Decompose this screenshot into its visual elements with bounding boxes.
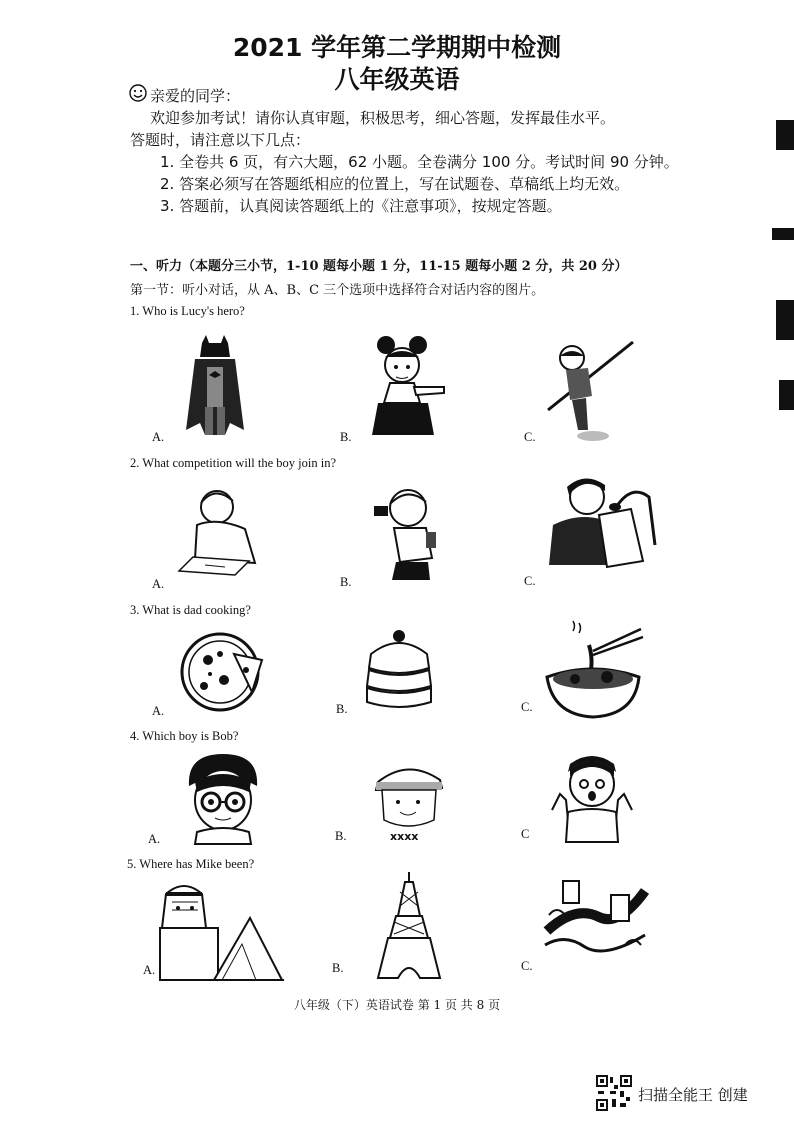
boy-writing [175,485,265,580]
scan-edge-mark [779,380,794,410]
sphinx-pyramids [160,878,285,983]
option-label: A. [143,963,156,977]
section-heading: 一、听力（本题分三小节，1-10 题每小题 1 分，11-15 题每小题 2 分，共 20 分） [130,259,628,274]
boy-with-glasses [183,752,263,844]
question-1: 1. Who is Lucy's hero? [130,304,245,318]
monkey-king-figure [548,340,638,445]
page-footer: 八年级（下）英语试卷 第 1 页 共 8 页 [293,998,501,1012]
option-label: B. [335,829,347,843]
part-heading: 第一节：听小对话，从 A、B、C 三个选项中选择符合对话内容的图片。 [130,283,545,298]
batman-figure [180,335,250,440]
boy-speaking [545,475,660,570]
question-2: 2. What competition will the boy join in? [130,456,336,470]
question-5: 5. Where has Mike been? [127,857,255,871]
qr-code-icon [596,1075,632,1111]
surprised-boy [548,750,638,845]
exam-title: 2021 学年第二学期期中检测 [232,33,562,62]
option-label: C [521,827,530,841]
svg-text:xxxx: xxxx [390,830,419,843]
option-label: C. [521,959,533,973]
rule-item: 3. 答题前，认真阅读答题纸上的《注意事项》，按规定答题。 [160,197,562,215]
question-4: 4. Which boy is Bob? [130,729,239,743]
question-3: 3. What is dad cooking? [130,603,251,617]
scan-edge-mark [776,300,794,340]
welcome-text: 欢迎参加考试！请你认真审题，积极思考，细心答题，发挥最佳水平。 [150,109,616,127]
eiffel-tower [376,872,442,982]
scanner-watermark: 扫描全能王 创建 [638,1086,748,1104]
option-label: B. [340,575,352,589]
option-label: C. [521,700,533,714]
note-text: 答题时，请注意以下几点： [130,131,311,149]
scan-edge-mark [776,120,794,150]
option-label: B. [336,702,348,716]
greeting: 亲爱的同学： [150,87,241,105]
cake [363,628,438,713]
option-label: C. [524,574,536,588]
noodles [545,625,645,720]
boy-photographing [370,482,450,582]
nezha-figure [368,335,448,440]
rule-item: 2. 答案必须写在答题纸相应的位置上，写在试题卷、草稿纸上均无效。 [160,175,630,193]
pizza [180,630,265,715]
option-label: B. [332,961,344,975]
option-label: C. [524,430,536,444]
smiley-icon [129,84,147,102]
option-label: B. [340,430,352,444]
rule-item: 1. 全卷共 6 页，有六大题，62 小题。全卷满分 100 分。考试时间 90 分钟。 [160,153,679,171]
boy-with-cap [372,758,447,843]
great-wall [545,875,650,955]
option-label: A. [152,577,165,591]
exam-subtitle: 八年级英语 [334,65,460,94]
option-label: A. [148,832,161,846]
option-label: A. [152,704,165,718]
scan-edge-mark [772,228,794,240]
option-label: A. [152,430,165,444]
